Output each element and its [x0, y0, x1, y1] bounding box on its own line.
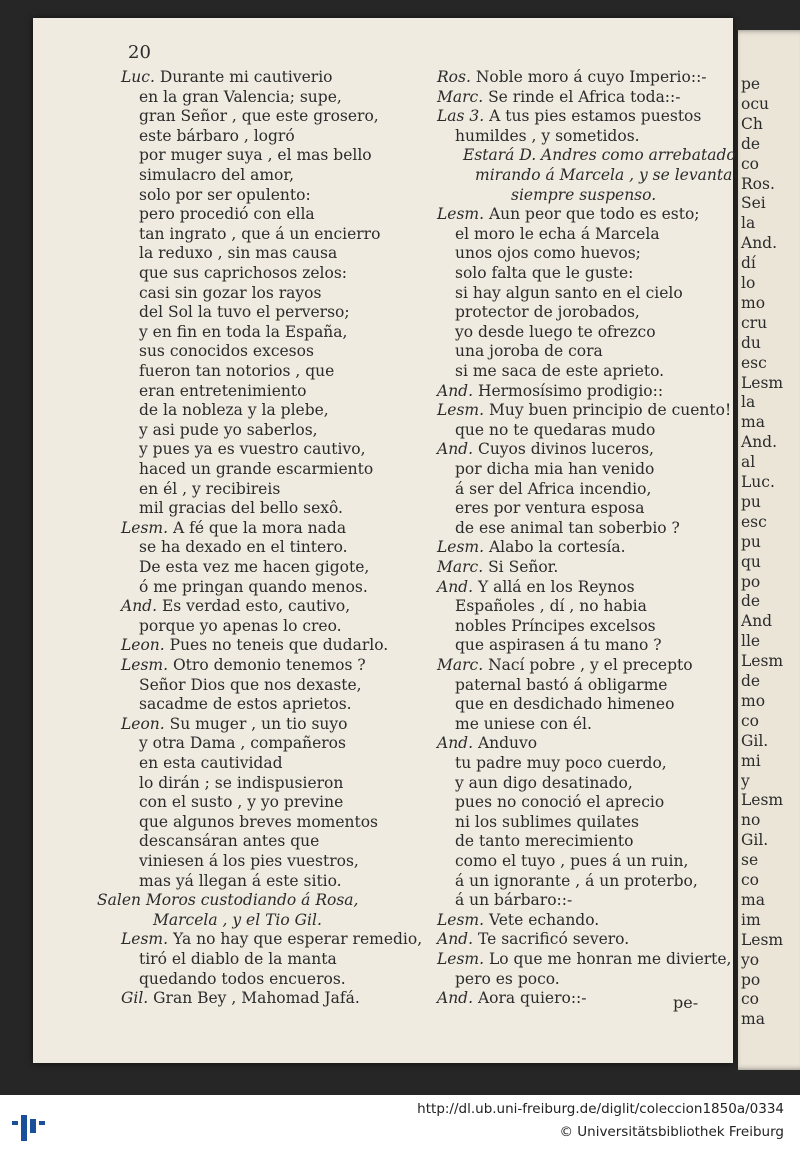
verse-text: Se rinde el Africa toda::- — [483, 87, 681, 106]
verse-text: se ha dexado en el tintero. — [139, 538, 348, 557]
verse-text: Aun peor que todo es esto; — [484, 205, 700, 224]
text-line — [139, 440, 366, 460]
verse-text: porque yo apenas lo creo. — [139, 616, 342, 635]
adjacent-page-fragment: Lesm — [741, 930, 784, 949]
text-line — [139, 264, 347, 284]
adjacent-page-fragment: co — [741, 871, 760, 889]
text-line — [455, 695, 674, 715]
verse-text: en la gran Valencia; supe, — [139, 87, 342, 106]
verse-text: Durante mi cautiverio — [154, 68, 333, 86]
adjacent-page-fragment: la — [741, 214, 756, 233]
adjacent-page-edge — [738, 30, 800, 1070]
verse-text: del Sol la tuvo el perverso; — [139, 303, 350, 322]
adjacent-page-fragment: Ch — [741, 114, 763, 133]
text-line — [455, 891, 572, 911]
text-line — [455, 774, 633, 794]
text-line — [455, 636, 662, 656]
speaker-name: Leon. — [121, 636, 165, 655]
text-line — [437, 538, 626, 558]
text-line — [139, 284, 321, 304]
text-line — [455, 225, 660, 245]
text-line — [139, 88, 342, 108]
text-line — [455, 832, 633, 852]
verse-text: á ser del Africa incendio, — [455, 479, 652, 498]
text-line — [437, 930, 629, 950]
text-line — [455, 499, 645, 519]
text-line — [139, 754, 283, 774]
adjacent-page-fragment: lo — [741, 274, 756, 292]
verse-text: Lo que me honran me divierte, — [484, 950, 732, 968]
text-line — [139, 813, 378, 833]
text-line — [455, 970, 560, 990]
adjacent-page-fragment: mi — [741, 751, 761, 770]
adjacent-page-fragment: lle — [741, 632, 761, 651]
text-line — [139, 480, 280, 500]
text-line — [139, 205, 315, 225]
verse-text: fueron tan notorios , que — [139, 362, 335, 380]
text-line — [437, 68, 707, 88]
text-line — [437, 950, 732, 970]
text-line — [455, 342, 603, 362]
adjacent-page-fragment: po — [741, 970, 761, 989]
verse-text: Si Señor. — [483, 558, 559, 576]
text-line — [455, 362, 664, 382]
verse-text: A tus pies estamos puestos — [484, 107, 702, 126]
verse-text: de tanto merecimiento — [455, 832, 634, 851]
text-line — [139, 617, 342, 637]
text-line — [455, 676, 667, 696]
verse-text: tiró el diablo de la manta — [139, 950, 337, 968]
verse-text: mas yá llegan á este sitio. — [139, 871, 342, 890]
text-line — [139, 244, 337, 264]
verse-text: me uniese con él. — [455, 714, 592, 733]
catchword: pe- — [673, 993, 699, 1012]
speaker-name: Lesm. — [121, 518, 169, 537]
text-line — [455, 421, 655, 441]
text-line — [139, 695, 352, 715]
adjacent-page-fragment: dí — [741, 254, 756, 273]
stage-direction: Salen Moros custodiando á Rosa, — [97, 891, 359, 910]
adjacent-page-fragment: esc — [741, 512, 767, 531]
verse-text: á un bárbaro::- — [455, 891, 573, 910]
verse-text: Españoles , dí , no habia — [455, 597, 647, 616]
verse-text: por dicha mia han venido — [455, 460, 655, 478]
adjacent-page-fragment: no — [741, 811, 761, 830]
text-line — [437, 989, 587, 1009]
adjacent-page-fragment: mo — [741, 293, 766, 312]
verse-text: y pues ya es vuestro cautivo, — [139, 440, 366, 459]
adjacent-page-fragment: And — [741, 612, 773, 631]
verse-text: unos ojos como huevos; — [455, 244, 641, 263]
verse-text: y otra Dama , compañeros — [139, 734, 346, 753]
verse-text: Pues no teneis que dudarlo. — [164, 636, 389, 655]
text-line — [121, 930, 422, 950]
adjacent-page-fragment: la — [741, 393, 756, 412]
speaker-name: Marc. — [437, 656, 484, 674]
verse-text: la reduxo , sin mas causa — [139, 244, 338, 263]
text-line — [437, 401, 731, 421]
text-line — [139, 950, 337, 970]
text-line — [139, 166, 294, 186]
text-line — [437, 107, 701, 127]
verse-text: si me saca de este aprieto. — [455, 362, 665, 380]
text-line — [121, 715, 348, 735]
speaker-name: And. — [437, 930, 474, 949]
verse-text: Otro demonio tenemos ? — [168, 656, 366, 674]
text-line — [139, 186, 311, 206]
text-line — [455, 460, 654, 480]
text-line — [437, 205, 700, 225]
adjacent-page-fragment: ocu — [741, 94, 769, 113]
verse-text: y en fin en toda la España, — [139, 322, 348, 341]
adjacent-page-fragment: Gil. — [741, 731, 769, 750]
verse-text: nobles Príncipes excelsos — [455, 616, 656, 635]
verse-text: sacadme de estos aprietos. — [139, 695, 352, 714]
text-line — [139, 872, 342, 892]
speaker-name: Las 3. — [437, 107, 485, 126]
speaker-name: And. — [437, 577, 474, 596]
verse-text: ó me pringan quando menos. — [139, 577, 368, 596]
adjacent-page-fragment: ma — [741, 413, 765, 432]
adjacent-page-fragment: im — [741, 910, 761, 929]
verse-text: protector de jorobados, — [455, 303, 640, 322]
speaker-name: Luc. — [121, 68, 155, 86]
text-line — [437, 88, 681, 108]
text-line — [139, 852, 359, 872]
verse-text: solo por ser opulento: — [139, 185, 311, 204]
copyright-notice: © Universitätsbibliothek Freiburg — [559, 1124, 784, 1140]
adjacent-page-fragment: mo — [741, 691, 766, 710]
verse-text: solo falta que le guste: — [455, 264, 634, 282]
text-line — [463, 146, 736, 166]
verse-text: Aora quiero::- — [473, 989, 587, 1008]
text-line — [139, 558, 369, 578]
speaker-name: Gil. — [121, 989, 149, 1008]
text-line — [139, 793, 343, 813]
text-line — [455, 872, 698, 892]
text-line — [455, 793, 664, 813]
text-line — [139, 734, 346, 754]
verse-text: que no te quedaras mudo — [455, 420, 656, 439]
adjacent-page-fragment: Lesm — [741, 791, 784, 810]
verse-text: paternal bastó á obligarme — [455, 675, 668, 694]
verse-text: de ese animal tan soberbio ? — [455, 518, 680, 537]
adjacent-page-fragment: Sei — [741, 194, 766, 213]
adjacent-page-fragment: Luc. — [741, 473, 775, 491]
stage-direction: Marcela , y el Tio Gil. — [153, 910, 322, 929]
verse-text: eres por ventura esposa — [455, 499, 645, 518]
verse-text: si hay algun santo en el cielo — [455, 283, 683, 302]
text-line — [455, 244, 641, 264]
viewer-footer — [0, 1095, 800, 1150]
text-line — [121, 597, 350, 617]
speaker-name: Marc. — [437, 558, 484, 576]
verse-text: ni los sublimes quilates — [455, 812, 639, 831]
source-url-link[interactable]: http://dl.ub.uni-freiburg.de/diglit/coleccion1850a/0334 — [417, 1101, 784, 1117]
verse-text: eran entretenimiento — [139, 381, 307, 400]
text-line — [139, 362, 334, 382]
adjacent-page-fragment: pu — [741, 532, 761, 551]
text-line — [139, 499, 343, 519]
speaker-name: Lesm. — [121, 656, 169, 674]
speaker-name: And. — [121, 597, 158, 616]
text-line — [139, 146, 372, 166]
adjacent-page-fragment: esc — [741, 353, 767, 372]
text-line — [139, 421, 318, 441]
verse-text: De esta vez me hacen gigote, — [139, 558, 370, 576]
stage-direction: siempre suspenso. — [511, 185, 657, 204]
verse-text: tan ingrato , que á un encierro — [139, 224, 381, 243]
text-line — [455, 754, 667, 774]
verse-text: que sus caprichosos zelos: — [139, 264, 348, 282]
verse-text: gran Señor , que este grosero, — [139, 107, 379, 126]
text-line — [139, 382, 306, 402]
text-line — [475, 166, 732, 186]
adjacent-page-fragment: y — [741, 771, 750, 790]
verse-text: humildes , y sometidos. — [455, 126, 640, 145]
speaker-name: And. — [437, 440, 474, 459]
verse-text: pues no conoció el aprecio — [455, 793, 665, 812]
verse-text: Ya no hay que esperar remedio, — [168, 930, 423, 949]
text-line — [455, 519, 680, 539]
verse-text: haced un grande escarmiento — [139, 460, 374, 478]
speaker-name: Lesm. — [437, 910, 485, 929]
adjacent-page-fragment: se — [741, 851, 759, 870]
adjacent-page-fragment: pe — [741, 75, 761, 93]
text-line — [139, 107, 379, 127]
adjacent-page-fragment: de — [741, 592, 761, 611]
text-line — [437, 578, 635, 598]
text-line — [511, 186, 656, 206]
text-line — [437, 558, 558, 578]
verse-text: pero procedió con ella — [139, 205, 315, 224]
verse-text: que aspirasen á tu mano ? — [455, 636, 662, 655]
verse-text: simulacro del amor, — [139, 166, 295, 184]
page-number: 20 — [128, 42, 151, 63]
adjacent-page-fragment: Gil. — [741, 831, 769, 850]
speaker-name: Lesm. — [437, 205, 485, 224]
adjacent-page-fragment: ma — [741, 1010, 765, 1029]
speaker-name: And. — [437, 989, 474, 1008]
text-line — [437, 911, 599, 931]
verse-text: en esta cautividad — [139, 754, 283, 772]
verse-text: Te sacrificó severo. — [473, 930, 630, 949]
verse-text: pero es poco. — [455, 969, 560, 988]
adjacent-page-fragment: cru — [741, 313, 768, 332]
verse-text: y aun digo desatinado, — [455, 773, 633, 792]
verse-text: Es verdad esto, cautivo, — [157, 597, 351, 616]
text-line — [139, 538, 348, 558]
text-line — [121, 656, 366, 676]
verse-text: y asi pude yo saberlos, — [139, 420, 318, 439]
adjacent-page-fragment: yo — [741, 950, 760, 969]
adjacent-page-fragment: co — [741, 990, 760, 1009]
adjacent-page-fragment: pu — [741, 492, 761, 511]
text-line — [455, 813, 639, 833]
adjacent-page-fragment: And. — [741, 433, 778, 452]
adjacent-page-fragment: po — [741, 572, 761, 591]
text-line — [97, 891, 358, 911]
verse-text: Hermosísimo prodigio:: — [473, 381, 664, 400]
verse-text: á un ignorante , á un proterbo, — [455, 871, 698, 890]
speaker-name: Leon. — [121, 714, 165, 733]
verse-text: lo dirán ; se indispusieron — [139, 773, 344, 792]
verse-text: que algunos breves momentos — [139, 812, 379, 831]
text-line — [437, 382, 663, 402]
adjacent-page-fragment: Ros. — [741, 174, 775, 193]
text-line — [139, 676, 362, 696]
text-line — [121, 68, 333, 88]
verse-text: que en desdichado himeneo — [455, 695, 675, 714]
text-line — [455, 480, 651, 500]
verse-text: descansáran antes que — [139, 832, 320, 851]
verse-text: A fé que la mora nada — [168, 518, 347, 537]
verse-text: una joroba de cora — [455, 342, 603, 361]
verse-text: Señor Dios que nos dexaste, — [139, 675, 362, 694]
adjacent-page-fragment: qu — [741, 552, 761, 571]
verse-text: tu padre muy poco cuerdo, — [455, 754, 667, 772]
adjacent-page-fragment: Lesm — [741, 373, 784, 392]
text-line — [139, 774, 343, 794]
text-line — [455, 852, 688, 872]
adjacent-page-fragment: And. — [741, 234, 778, 253]
speaker-name: Lesm. — [121, 930, 169, 949]
verse-text: Noble moro á cuyo Imperio::- — [470, 68, 707, 86]
text-line — [139, 127, 295, 147]
verse-text: Y allá en los Reynos — [473, 577, 635, 596]
text-line — [139, 342, 314, 362]
text-line — [139, 225, 380, 245]
text-line — [455, 617, 656, 637]
speaker-name: Marc. — [437, 87, 484, 106]
adjacent-page-fragment: co — [741, 154, 760, 173]
adjacent-page-fragment: al — [741, 453, 756, 472]
speaker-name: And. — [437, 734, 474, 753]
text-line — [455, 264, 633, 284]
verse-text: en él , y recibireis — [139, 479, 281, 498]
text-line — [455, 303, 640, 323]
verse-text: Nací pobre , y el precepto — [483, 656, 693, 674]
verse-text: por muger suya , el mas bello — [139, 146, 372, 165]
verse-text: de la nobleza y la plebe, — [139, 401, 329, 420]
text-line — [139, 401, 329, 421]
text-line — [139, 970, 346, 990]
speaker-name: Lesm. — [437, 538, 485, 557]
text-line — [455, 127, 640, 147]
text-line — [455, 597, 647, 617]
text-line — [121, 636, 388, 656]
speaker-name: Lesm. — [437, 401, 485, 420]
adjacent-page-fragment: Lesm — [741, 652, 784, 671]
verse-text: como el tuyo , pues á un ruin, — [455, 852, 689, 870]
speaker-name: And. — [437, 381, 474, 400]
adjacent-page-fragment: de — [741, 672, 761, 690]
text-line — [437, 440, 654, 460]
text-line — [121, 989, 360, 1009]
verse-text: Muy buen principio de cuento! — [484, 401, 732, 420]
verse-text: Vete echando. — [484, 910, 600, 929]
text-line — [139, 578, 368, 598]
text-line — [455, 284, 683, 304]
verse-text: Gran Bey , Mahomad Jafá. — [148, 989, 360, 1008]
stage-direction: mirando á Marcela , y se levanta — [475, 166, 733, 184]
text-line — [437, 656, 693, 676]
verse-text: Alabo la cortesía. — [484, 538, 626, 557]
stage-direction: Estará D. Andres como arrebatado — [463, 146, 736, 165]
text-line — [455, 323, 656, 343]
book-page — [33, 18, 736, 1063]
text-line — [139, 303, 350, 323]
text-line — [139, 323, 347, 343]
verse-text: Su muger , un tio suyo — [164, 714, 348, 733]
adjacent-page-fragment: co — [741, 711, 760, 730]
verse-text: sus conocidos excesos — [139, 342, 314, 361]
library-logo-icon — [12, 1105, 50, 1141]
text-line — [121, 519, 346, 539]
verse-text: el moro le echa á Marcela — [455, 224, 660, 243]
text-line — [153, 911, 322, 931]
text-line — [139, 460, 373, 480]
verse-text: Cuyos divinos luceros, — [473, 440, 654, 459]
verse-text: quedando todos encueros. — [139, 969, 346, 988]
text-line — [455, 715, 592, 735]
verse-text: casi sin gozar los rayos — [139, 283, 322, 302]
speaker-name: Lesm. — [437, 950, 485, 968]
adjacent-page-fragment: de — [741, 134, 761, 153]
adjacent-page-fragment: ma — [741, 890, 765, 909]
verse-text: Anduvo — [473, 734, 538, 753]
adjacent-page-fragment: du — [741, 333, 761, 352]
verse-text: este bárbaro , logró — [139, 126, 295, 145]
verse-text: mil gracias del bello sexô. — [139, 499, 343, 518]
verse-text: con el susto , y yo previne — [139, 793, 344, 812]
verse-text: yo desde luego te ofrezco — [455, 322, 656, 341]
speaker-name: Ros. — [437, 68, 471, 86]
verse-text: viniesen á los pies vuestros, — [139, 852, 359, 870]
text-line — [139, 832, 319, 852]
text-line — [437, 734, 537, 754]
